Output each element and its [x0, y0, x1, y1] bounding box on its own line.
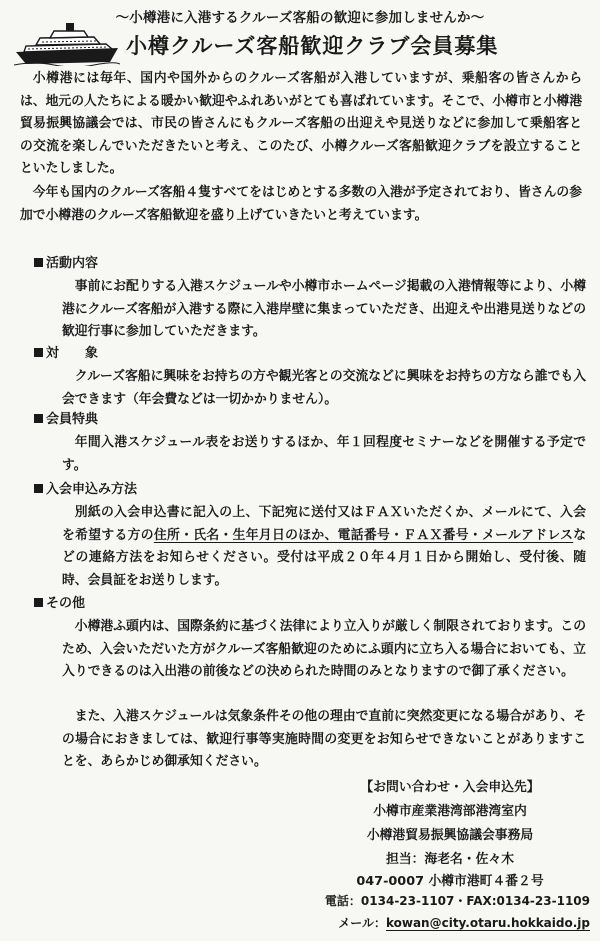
intro-paragraph-2: 今年も国内のクルーズ客船４隻すべてをはじめとする多数の入港が予定されており、皆さんの参加で小樽港のクルーズ客船歓迎を盛り上げていきたいと考えています。: [20, 185, 582, 223]
page-title: 小樽クルーズ客船歓迎クラブ会員募集: [126, 34, 499, 58]
contact-address: 047-0007 小樽市港町４番２号: [356, 874, 544, 889]
section-heading-benefits: 会員特典: [34, 410, 98, 430]
cruise-ship-icon: [14, 18, 120, 66]
contact-heading: 【お問い合わせ・入会申込先】: [360, 780, 540, 795]
section-body-apply: [62, 502, 586, 592]
section-body-other-2: また、入港スケジュールは気象条件その他の理由で直前に突然変更になる場合があり、その場合におきましては、歓迎行事等実施時間の変更をお知らせできないことがありますことを、あらかじめ御承知ください。: [62, 709, 586, 769]
section-heading-other: その他: [34, 594, 85, 614]
apply-text-b: などの連絡方法をお知らせください。受付は平成２０年４月１日から開始し、受付後、随時、会員証をお送りします。: [62, 527, 586, 588]
email-label: メール：: [338, 916, 386, 930]
section-body-other-1: 小樽港ふ頭内は、国際条約に基づく法律により立入りが厳しく制限されております。このため、入会いただいた方がクルーズ客船歓迎のためにふ頭内に立ち入る場合においても、立入りできるのは入出港の前後などの決められた時間のみとなりますので御了承ください。: [62, 619, 586, 679]
square-bullet-icon: [34, 414, 43, 423]
section-body-target: クルーズ客船に興味をお持ちの方や観光客との交流などに興味をお持ちの方なら誰でも入会できます（年会費などは一切かかりません）。: [62, 369, 586, 407]
contact-org-2: 小樽港貿易振興協議会事務局: [366, 828, 534, 843]
contact-phone: 電話：0134-23-1107・FAX:0134-23-1109: [324, 894, 590, 908]
section-heading-target: 対 象: [34, 344, 98, 364]
section-heading-apply: 入会申込み方法: [34, 480, 137, 500]
square-bullet-icon: [34, 258, 43, 267]
section-body-benefits: 年間入港スケジュール表をお送りするほか、年１回程度セミナーなどを開催する予定です。: [62, 435, 586, 473]
email-link[interactable]: kowan@city.otaru.hokkaido.jp: [385, 916, 590, 930]
contact-email-row: [290, 914, 590, 931]
apply-text-a: 別紙の入会申込書に記入の上、下記宛に送付又はＦＡＸいただくか、メールにて、入会を希望する方の: [62, 505, 586, 543]
section-body-activity: 事前にお配りする入港スケジュールや小樽市ホームページ掲載の入港情報等により、小樽港にクルーズ客船が入港する際に入港岸壁に集まっていただき、出迎えや出港見送りなどの歓迎行事に参加していただきます。: [62, 279, 586, 339]
contact-org-1: 小樽市産業港湾部港湾室内: [373, 804, 527, 819]
square-bullet-icon: [34, 484, 43, 493]
section-heading-activity: 活動内容: [34, 254, 98, 274]
square-bullet-icon: [34, 598, 43, 607]
page-subtitle: ～小樽港に入港するクルーズ客船の歓迎に参加しませんか～: [115, 10, 485, 26]
contact-staff: 担当：海老名・佐々木: [386, 852, 514, 867]
intro-paragraph-1: 小樽港には毎年、国内や国外からのクルーズ客船が入港していますが、乗船客の皆さんからは、地元の人たちによる暖かい歓迎やふれあいがとても喜ばれています。そこで、小樽市と小樽港貿易振興協議会では、市民の皆さんにもクルーズ客船の出迎えや見送りなどに参加して乗船客との交流を楽しんでいただきたいと考え、このたび、小樽クルーズ客船歓迎クラブを設立することといたしました。: [20, 71, 582, 176]
square-bullet-icon: [34, 348, 43, 357]
apply-required-info: 住所・氏名・生年月日のほか、電話番号・ＦＡＸ番号・メールアドレス: [153, 527, 574, 543]
